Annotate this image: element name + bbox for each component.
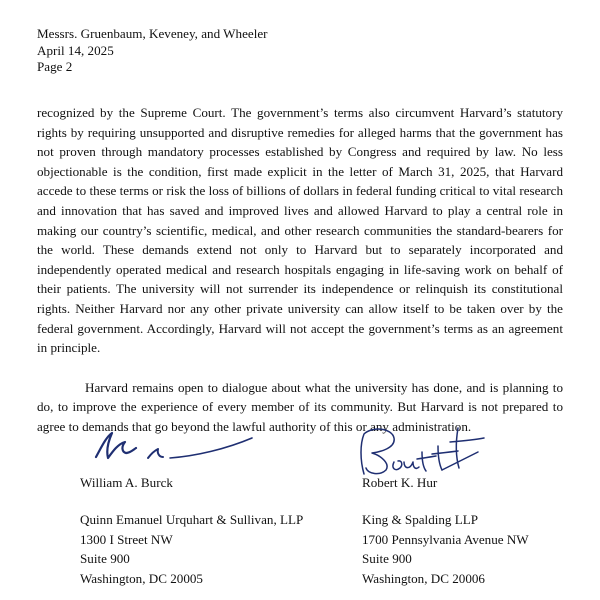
firm-name: King & Spalding LLP [362,512,479,527]
address-block-hur [362,510,529,588]
page-number: Page 2 [37,59,73,74]
city-state-zip: Washington, DC 20005 [80,570,203,586]
letter-header [37,26,268,76]
address-block-burck [80,510,303,588]
body-paragraph-2: Harvard remains open to dialogue about what the university has done, and is planning to do, to improve the experience of every member of its community. But Harvard is not prepared to agree to demands that go beyond the lawful authority of this or any administration. [37,379,563,434]
firm-name: Quinn Emanuel Urquhart & Sullivan, LLP [80,512,304,527]
letter-body [37,103,563,437]
recipients-line: Messrs. Gruenbaum, Keveney, and Wheeler [37,26,268,41]
street-address: 1300 I Street NW [80,531,173,547]
signature-burck [86,424,258,472]
signer-name-hur: Robert K. Hur [362,475,438,490]
body-paragraph-1: recognized by the Supreme Court. The government’s terms also circumvent Harvard’s statutory rights by requiring unsupported and disruptive remedies for alleged harms that the government has not proven through mandatory processes established by Congress and required by law. No less objectionable is the condition, first made explicit in the letter of March 31, 2025, that Harvard accede to these terms or risk the loss of billions of dollars in federal funding critical to vital research and innovation that has saved and improved lives and allowed Harvard to play a central role in making our country’s scientific, medical, and other research communities the standard-bearers for the world. These demands extend not only to Harvard but to separately incorporated and independently operated medical and research hospitals engaging in life-saving work on behalf of their patients. The university will not surrender its independence or relinquish its constitutional rights. Neither Harvard nor any other private university can allow itself to be taken over by the federal government. Accordingly, Harvard will not accept the government’s terms as an agreement in principle. [37,105,563,356]
city-state-zip: Washington, DC 20006 [362,570,485,586]
letter-date: April 14, 2025 [37,42,114,58]
street-address: 1700 Pennsylvania Avenue NW [362,531,529,547]
suite: Suite 900 [80,551,130,567]
suite: Suite 900 [362,551,412,567]
signer-name-burck: William A. Burck [80,475,173,490]
